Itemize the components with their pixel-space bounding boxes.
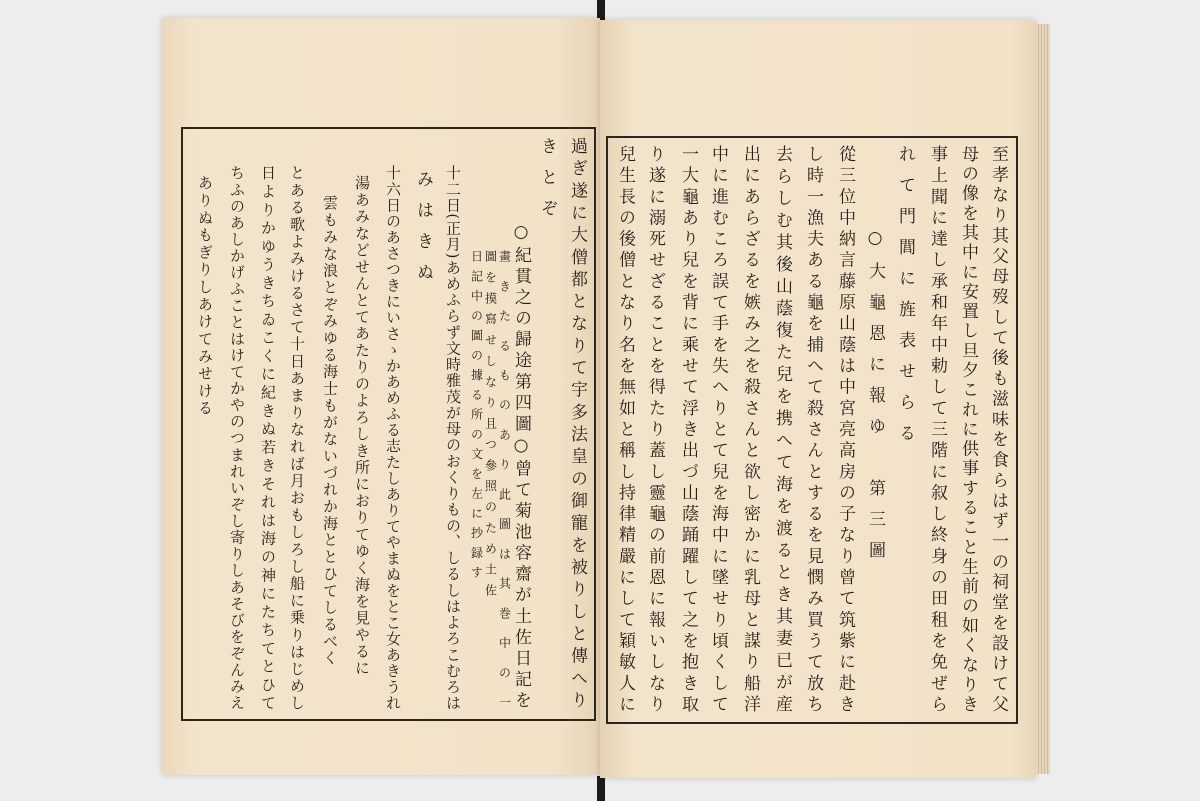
right-page-text-column: り遂に溺死せざることを得たり蓋し靈龜の前恩に報いしなり [645,145,665,712]
left-page-text-column: 十二日(正月)あめふらず文時雅茂が母のおくりもの、しるしはよろこむろは [444,165,462,710]
left-page-text-column: きとぞ [537,137,557,230]
right-page-text-column: 去らしむ其後山蔭復た兒を携へて海を渡るとき其妻已が産 [772,145,792,712]
right-page-text-column: ○大龜恩に報ゆ 第三圖 [865,228,885,572]
left-page-text-column: ありぬもぎりしあけてみせける [196,175,214,415]
left-page-text-column: ちふのあしかげふことはけてかやのつまれいぞし寄りしあそびをぞんみえ [228,165,246,710]
right-page-text-column: 一大龜あり兒を背に乘せて浮き出づ山蔭踊躍して之を抱き取 [678,145,698,712]
left-page-text-column: 十六日のあさつきにいさゝかあめふる志たしありてやまぬをとこ女あきうれ [384,165,402,710]
book-spine-bottom [597,776,605,801]
right-page-text-column: れて門閭に旌表せらる [895,145,915,455]
left-page-text-column: 畫きたるものあり此圖は其巻中の一 [497,250,512,708]
right-page-text-column: 兒生長の後僧となり名を無如と稱し持律精嚴にして穎敏人に [615,145,635,712]
left-page-text-column: 日よりかゆうきちゐこくに紀きぬ若きそれは海の神にたちてとひて [259,165,277,710]
right-page-text-column: 母の像を其中に安置し旦夕これに供事すること生前の如くなりき [958,145,978,712]
left-page-text-column: 過ぎ遂に大僧都となりて宇多法皇の御寵を被りしと傳へり [567,137,587,708]
left-page-text-column: みはきぬ [413,170,433,294]
right-page-text-column: 至孝なり其父母歿して後も滋味を食らはず一の祠堂を設けて父 [988,145,1008,712]
right-page-text-column: 中に進むころ誤て手を失へりとて兒を海中に墜せり頃くして [708,145,728,712]
left-page-text-column: 湯あみなどせんとてあたりのよろしき所におりてゆく海を見やるに [353,175,371,675]
right-page-text-column: 出にあらざるを嫉み之を殺さんと欲し密かに乳母と謀り船洋 [740,145,760,712]
right-page-text-column: 事上聞に達し承和年中勅して三階に叙し終身の田租を免ぜら [927,145,947,712]
left-page-text-column: とある歌よみけるさて十日あまりなれば月おもしろし船に乗りはじめし [288,165,306,710]
left-page-text-column: 雲もみな浪とぞみゆる海士もがないづれか海ととひてしるべく [321,195,339,665]
page-edges [1036,24,1050,774]
left-page-text-column: 日記中の圖の據る所の文を左に抄録す [469,250,484,578]
left-page-text-column: ○紀貫之の歸途第四圖○曾て菊池容齋が土佐日記を [511,222,531,708]
left-page-text-column: 圖を摸寫せしなり且つ參照のため土佐 [483,250,498,596]
right-page-text-column: し時一漁夫ある龜を捕へて殺さんとするを見憫み買うて放ち [803,145,823,712]
right-page-text-column: 從三位中納言藤原山蔭は中宮亮高房の子なり曾て筑紫に赴き [835,145,855,712]
